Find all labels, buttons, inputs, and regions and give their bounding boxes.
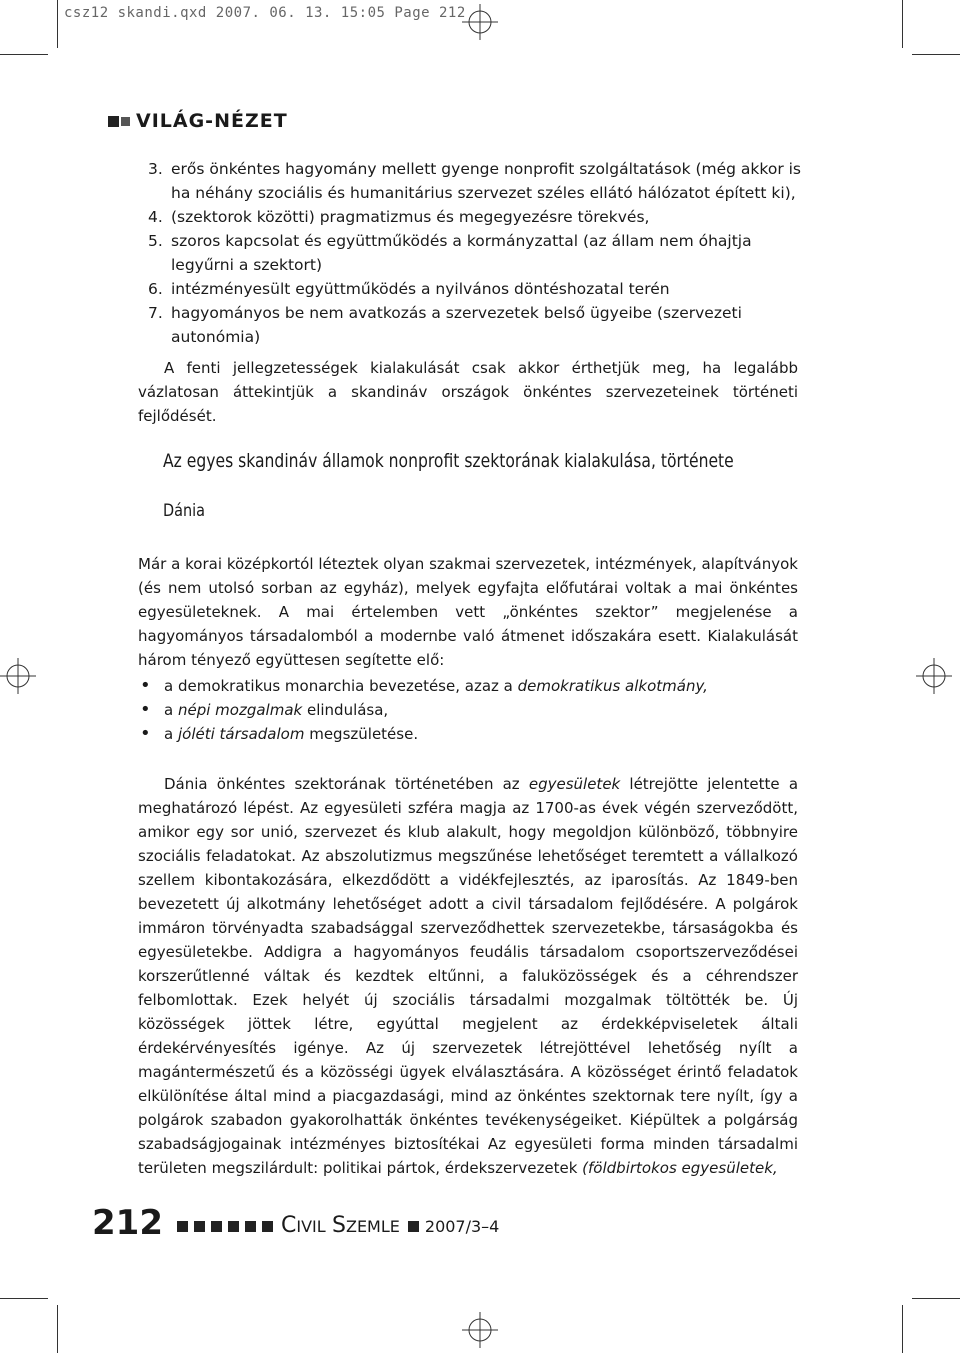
journal-name: CIVIL SZEMLE [280,1212,400,1238]
crop-mark-bottom-right-h [912,1298,960,1299]
issue-number: 2007/3–4 [424,1216,500,1236]
list-item: 7. hagyományos be nem avatkozás a szervezetek belső ügyeibe (szervezeti autonómia) [148,304,742,346]
list-item: • a jóléti társadalom megszületése. [140,723,419,744]
square-bullet-icon [108,116,119,127]
square-bullet-icon [408,1221,419,1232]
square-bullet-small-icon [121,117,130,126]
crop-mark-top-right-h [912,54,960,55]
registration-mark-right-icon [916,658,952,694]
registration-mark-top-icon [462,4,498,40]
article-subheading: Dánia [163,501,206,521]
page-number: 212 [92,1203,163,1243]
article-heading: Az egyes skandináv államok nonprofit szektorának kialakulása, története [163,450,734,472]
footer-square-row [177,1221,273,1232]
registration-mark-bottom-icon [462,1312,498,1348]
list-item: 4. (szektorok közötti) pragmatizmus és megegyezésre törekvés, [148,208,650,226]
crop-mark-top-left-v [57,0,58,48]
bullet-list [140,674,760,746]
square-bullet-icon [262,1221,273,1232]
crop-mark-bottom-left-v [57,1305,58,1353]
square-bullet-icon [228,1221,239,1232]
body-paragraph-1: Már a korai középkortól léteztek olyan szakmai szervezetek, intézmények, alapítványok (és nem utolsó sorban az egyház), melyek egyfajta előfutárai voltak a mai önkéntes egyesületeknek. A mai értelemben vett „önkéntes szektor” megjelenése a hagyományos társadalomból a modernbe való átmenet időszakára esett. Kialakulását három tényező együttesen segítette elő: [138,555,798,669]
intro-paragraph: A fenti jellegzetességek kialakulását csak akkor érthetjük meg, ha legalább vázlatosan áttekintjük a skandináv országok önkéntes szervezeteinek történeti fejlődését. [138,359,798,425]
section-header [108,110,288,132]
square-bullet-icon [211,1221,222,1232]
list-item: • a népi mozgalmak elindulása, [140,699,389,720]
crop-mark-bottom-right-v [902,1305,903,1353]
crop-mark-bottom-left-h [0,1298,48,1299]
square-bullet-icon [177,1221,188,1232]
numbered-list [148,157,808,349]
page-footer [92,1203,499,1243]
square-bullet-icon [194,1221,205,1232]
bullet-icon: • [140,675,151,696]
square-bullet-icon [245,1221,256,1232]
registration-mark-left-icon [0,658,36,694]
body-paragraph-2: Dánia önkéntes szektorának történetében az egyesületek létrejötte jelentette a meghatározó lépést. Az egyesületi szféra magja az 1700-as évek végén szerveződött, amikor egy sor unió, szervezet és klub alakult, hogy megoldjon különböző, többnyire szociális feladatokat. Az abszolutizmus megszűnése lehetőséget teremtett a vállalkozó szellem kibontakozására, elkezdődött a vidékfejlesztés, az iparosítás. Az 1849-ben bevezetett új alkotmány lehetőséget adott a civil társadalom fejlődésére. A polgárok immáron törvényadta szabadsággal szerveződhettek szervezetekbe, társaságokba és egyesületekbe. Addigra a hagyományos feudális társadalom csoportszerveződései korszerűtlenné váltak és kezdtek eltűnni, a faluközösségek és a céhrendszer felbomlottak. Ezek helyét új szociális társadalmi mozgalmak töltötték be. Új közösségek jöttek létre, egyúttal megjelent az érdekképviseletek általi érdekérvényesítés igénye. Az új szervezetek létrejöttével lehetőség nyílt a magántermészetű és a közösségi ügyek elválasztására. A közösséget érintő feladatok elkülönítése által mind a piacgazdasági, mind az önkéntes szektornak tere nyílt, így a polgárok szabadon gyakorolhatták önkéntes tevékenységeiket. Kiépültek a polgárság szabadságjogainak intézményes biztosítékai Az egyesületi forma minden társadalmi területen megszilárdult: politikai pártok, érdekszervezetek (földbirtokos egyesületek, [138,775,799,1177]
printer-slug: csz12 skandi.qxd 2007. 06. 13. 15:05 Page 212 [64,5,466,21]
list-item: • a demokratikus monarchia bevezetése, azaz a demokratikus alkotmány, [140,675,708,696]
list-item: 5. szoros kapcsolat és együttműködés a kormányzattal (az állam nem óhajtja legyűrni a szektort) [148,232,752,274]
crop-mark-top-left-h [0,54,48,55]
list-item: 3. erős önkéntes hagyomány mellett gyenge nonprofit szolgáltatások (még akkor is ha néhány szociális és humanitárius szervezet széles ellátó hálózatot épített ki), [148,160,801,202]
bullet-icon: • [140,699,151,720]
crop-mark-top-right-v [902,0,903,48]
section-title: VILÁG-NÉZET [136,110,288,132]
bullet-icon: • [140,723,151,744]
list-item: 6. intézményesült együttműködés a nyilvános döntéshozatal terén [148,280,670,298]
